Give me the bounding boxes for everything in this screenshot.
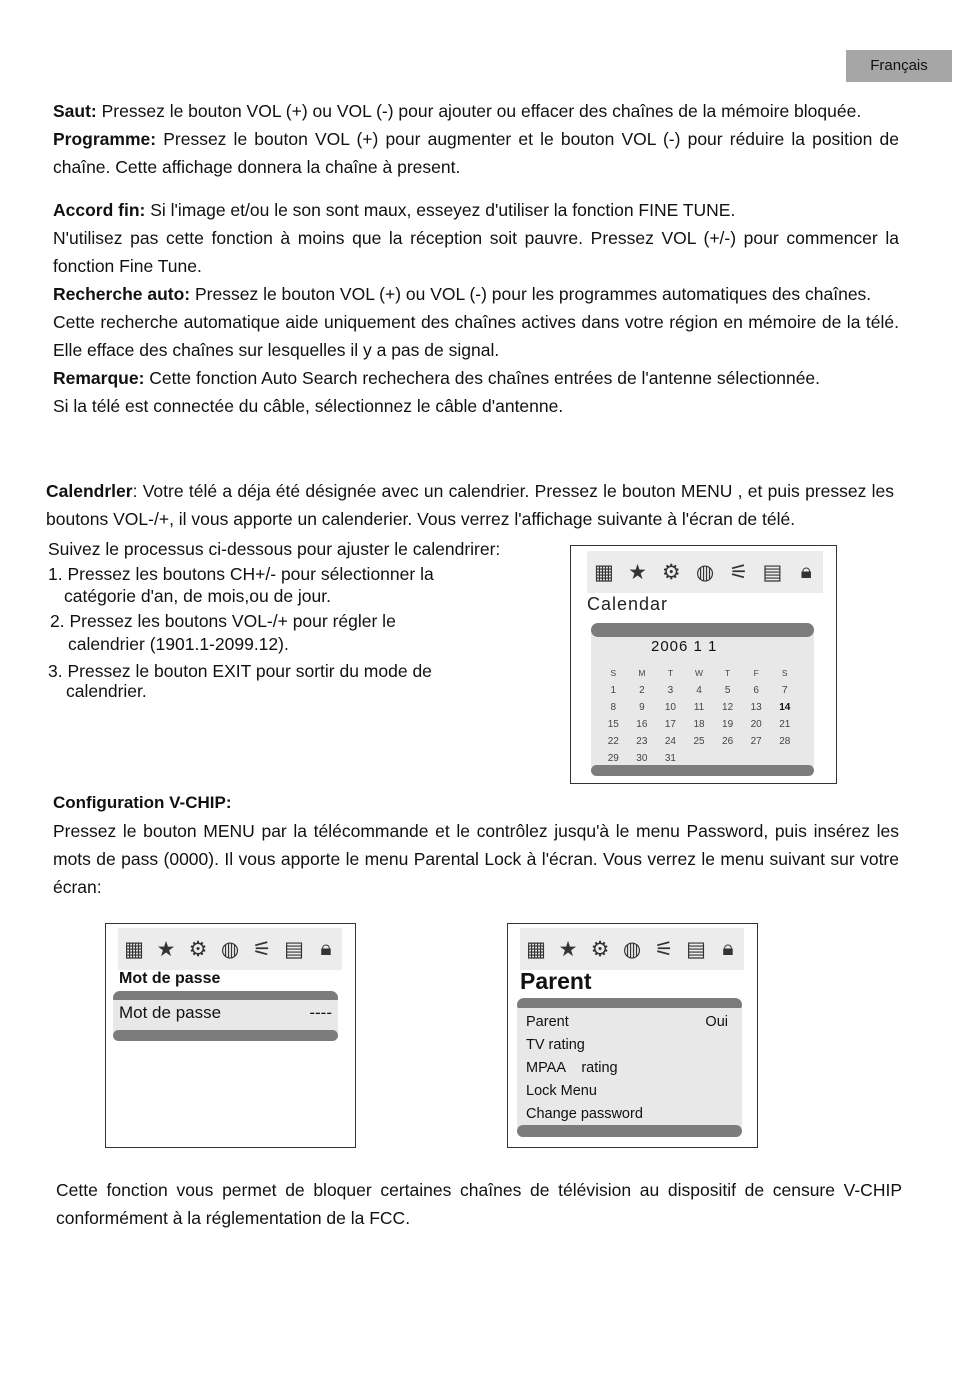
calendar-step-2: 2. Pressez les boutons VOL-/+ pour régler le (50, 611, 396, 631)
calendar-day[interactable]: 14 (779, 702, 791, 713)
menu-item-change-password[interactable]: Change password (526, 1106, 643, 1122)
calendar-day[interactable]: 17 (664, 719, 676, 730)
picture-icon: ▦ (526, 937, 546, 961)
calendar-day-header: M (638, 668, 646, 678)
recherche-detail: Cette recherche automatique aide uniquement des chaînes actives dans votre région en mémoire de la télé. Elle efface des chaînes sur lesquelles il y a pas de signal. (53, 312, 899, 360)
calendar-day-headers (599, 665, 799, 682)
satellite-icon: ⚟ (252, 937, 272, 961)
globe-icon: ◍ (220, 937, 240, 961)
globe-icon: ◍ (695, 560, 715, 584)
calendar-week-row (599, 699, 799, 716)
calendar-day[interactable]: 31 (664, 753, 676, 764)
calendar-step-2-cont: calendrier (1901.1-2099.12). (68, 634, 289, 654)
calendar-icon-bar (587, 551, 823, 593)
settings-icon: ⚙ (188, 937, 208, 961)
password-screen (105, 923, 356, 1148)
remarque-paragraph (53, 364, 899, 392)
picture-icon: ▦ (593, 560, 614, 584)
calendar-steps-intro: Suivez le processus ci-dessous pour ajuster le calendrirer: (48, 539, 501, 559)
programme-paragraph (53, 125, 899, 181)
calendar-day[interactable]: 20 (750, 719, 762, 730)
lock-icon: 🔒︎ (722, 937, 734, 960)
satellite-icon: ⚟ (729, 560, 749, 584)
settings-icon: ⚙ (590, 937, 610, 961)
calendar-step-3-cont: calendrier. (66, 681, 147, 701)
calendar-day[interactable]: 13 (750, 702, 762, 713)
calendar-week-row (599, 716, 799, 733)
password-title: Mot de passe (119, 970, 221, 987)
calendar-day[interactable]: 29 (607, 753, 619, 764)
calendar-day[interactable]: 25 (693, 736, 705, 747)
saut-paragraph (53, 97, 899, 125)
calendar-week-row (599, 750, 799, 767)
calendar-day[interactable]: 3 (667, 685, 674, 696)
saut-label: Saut: (53, 101, 97, 121)
calendar-day[interactable]: 23 (636, 736, 648, 747)
calendar-day[interactable]: 26 (722, 736, 734, 747)
calendar-day[interactable]: 5 (724, 685, 731, 696)
accord-label: Accord fin: (53, 200, 146, 220)
calendar-day-header: S (781, 668, 788, 678)
calendar-day-header: F (753, 668, 759, 678)
calendar-day (770, 750, 799, 767)
programme-label: Programme: (53, 129, 157, 149)
calendar-day[interactable]: 19 (722, 719, 734, 730)
calendar-text: : Votre télé a déja été désignée avec un calendrier. Pressez le bouton MENU , et puis pressez les boutons VOL-/+, il vous apporte un calenderier. Vous verrez l'affichage suivante à l'écran de télé. (46, 481, 894, 529)
calendar-day[interactable]: 4 (696, 685, 702, 696)
accord-detail: N'utilisez pas cette fonction à moins que la réception soit pauvre. Pressez VOL (+/-) pour commencer la fonction Fine Tune. (53, 228, 899, 276)
section-tuning (53, 196, 899, 420)
calendar-step-1: 1. Pressez les boutons CH+/- pour sélectionner la (48, 564, 434, 584)
document-icon: ▤ (762, 560, 783, 584)
calendar-title: Calendar (587, 594, 669, 614)
calendar-day[interactable]: 27 (750, 736, 762, 747)
parent-value[interactable]: Oui (705, 1014, 728, 1030)
calendar-step-1-cont: catégorie d'an, de mois,ou de jour. (64, 586, 331, 606)
lock-icon: 🔒︎ (320, 937, 332, 960)
calendar-day-header: T (667, 668, 674, 678)
vchip-text: Pressez le bouton MENU par la télécommande et le contrôlez jusqu'à le menu Password, puis insérez les mots de pass (0000). Il vous apporte le menu Parental Lock à l'écran. Vous verrez le menu suivant sur votre écran: (53, 821, 899, 897)
calendar-date: 2006 1 1 (651, 638, 718, 655)
calendar-week-row (599, 682, 799, 699)
password-icon-bar (118, 928, 342, 970)
calendar-day[interactable]: 15 (607, 719, 619, 730)
calendar-day[interactable]: 7 (781, 685, 788, 696)
parent-menu-panel (517, 1008, 742, 1128)
password-field-label: Mot de passe (119, 1003, 222, 1022)
lock-icon: 🔒︎ (800, 560, 812, 583)
calendar-label: Calendrler (46, 481, 133, 501)
star-icon: ★ (156, 937, 176, 961)
remarque-detail: Si la télé est connectée du câble, sélectionnez le câble d'antenne. (53, 396, 564, 416)
picture-icon: ▦ (124, 937, 144, 961)
menu-item-parent[interactable]: Parent (526, 1014, 569, 1030)
calendar-day[interactable]: 1 (610, 685, 617, 696)
calendar-day[interactable]: 22 (607, 736, 619, 747)
footer-text: Cette fonction vous permet de bloquer certaines chaînes de télévision au dispositif de censure V-CHIP conformément à la réglementation de la FCC. (56, 1180, 902, 1228)
recherche-label: Recherche auto: (53, 284, 191, 304)
calendar-day[interactable]: 2 (639, 685, 645, 696)
document-icon: ▤ (686, 937, 706, 961)
calendar-day[interactable]: 9 (639, 702, 645, 713)
language-tab: Français (846, 50, 952, 82)
calendar-day-header: S (610, 668, 617, 678)
calendar-day[interactable]: 12 (722, 702, 734, 713)
recherche-text: Pressez le bouton VOL (+) ou VOL (-) pour les programmes automatiques des chaînes. (190, 284, 872, 304)
password-bottom-bar (113, 1030, 338, 1041)
calendar-day[interactable]: 8 (610, 702, 617, 713)
calendar-day (742, 750, 771, 767)
calendar-screen (570, 545, 837, 784)
star-icon: ★ (558, 937, 578, 961)
calendar-intro (46, 477, 894, 533)
saut-text: Pressez le bouton VOL (+) ou VOL (-) pour ajouter ou effacer des chaînes de la mémoire bloquée. (96, 101, 862, 121)
globe-icon: ◍ (622, 937, 642, 961)
calendar-day[interactable]: 10 (664, 702, 676, 713)
password-field-row[interactable] (113, 1000, 338, 1034)
password-field-value[interactable]: ---- (309, 1003, 332, 1022)
parent-bottom-bar (517, 1125, 742, 1137)
programme-text: Pressez le bouton VOL (+) pour augmenter et le bouton VOL (-) pour réduire la position de chaîne. Cette affichage donnera la chaîne à present. (53, 129, 899, 177)
calendar-day-header: W (695, 668, 704, 678)
parent-title: Parent (520, 968, 592, 994)
remarque-text: Cette fonction Auto Search rechechera des chaînes entrées de l'antenne sélectionnée. (144, 368, 821, 388)
recherche-paragraph (53, 280, 899, 308)
calendar-grid (599, 665, 799, 767)
menu-item-mpaa-rating[interactable]: MPAA rating (526, 1060, 618, 1076)
calendar-day (685, 750, 714, 767)
calendar-day[interactable]: 30 (636, 753, 648, 764)
calendar-day[interactable]: 24 (664, 736, 676, 747)
calendar-week-row (599, 733, 799, 750)
calendar-top-bar (591, 623, 814, 637)
star-icon: ★ (628, 560, 647, 584)
section-channel-settings (53, 97, 899, 181)
calendar-step-3: 3. Pressez le bouton EXIT pour sortir du mode de (48, 661, 432, 681)
parent-icon-bar (520, 928, 744, 970)
calendar-day[interactable]: 18 (693, 719, 705, 730)
remarque-label: Remarque: (53, 368, 145, 388)
calendar-day[interactable]: 21 (779, 719, 791, 730)
calendar-day-header: T (725, 668, 731, 678)
menu-item-tv-rating[interactable]: TV rating (526, 1037, 585, 1053)
document-icon: ▤ (284, 937, 304, 961)
accord-text: Si l'image et/ou le son sont maux, esseyez d'utiliser la fonction FINE TUNE. (145, 200, 736, 220)
calendar-day (713, 750, 742, 767)
satellite-icon: ⚟ (654, 937, 674, 961)
calendar-day[interactable]: 6 (753, 685, 759, 696)
calendar-day[interactable]: 28 (779, 736, 791, 747)
calendar-day[interactable]: 11 (693, 702, 705, 713)
menu-item-lock-menu[interactable]: Lock Menu (526, 1083, 597, 1099)
vchip-heading: Configuration V-CHIP: (53, 793, 232, 812)
settings-icon: ⚙ (661, 560, 681, 584)
parent-screen (507, 923, 758, 1148)
accord-paragraph (53, 196, 899, 224)
calendar-day[interactable]: 16 (636, 719, 648, 730)
